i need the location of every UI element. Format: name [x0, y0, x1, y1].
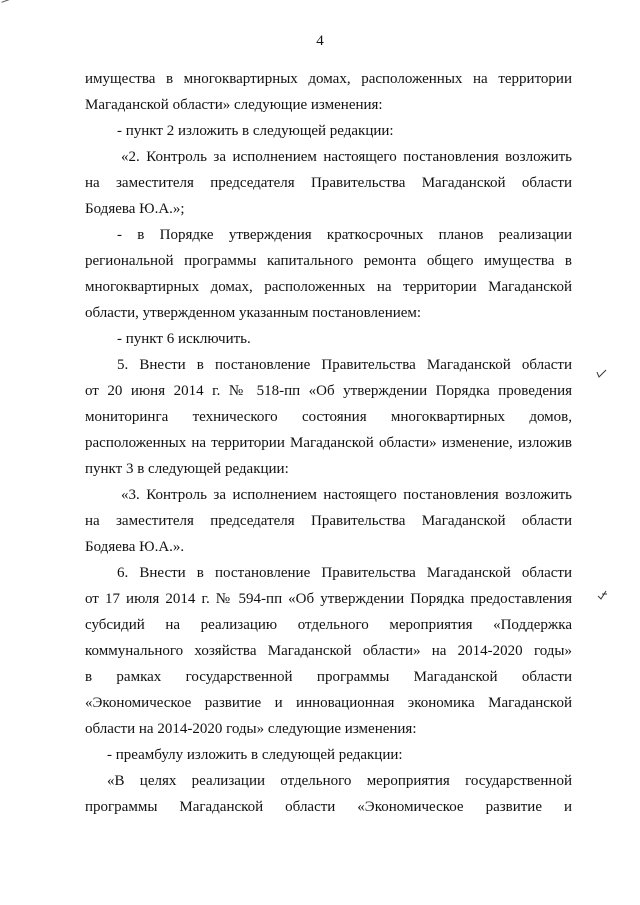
text-line: от 17 июля 2014 г. № 594-пп «Об утверждении Порядка предоставления [85, 591, 572, 607]
text-line: региональной программы капитального ремонта общего имущества в [85, 253, 572, 269]
text-line: «2. Контроль за исполнением настоящего постановления возложить [121, 149, 572, 165]
text-line: в рамках государственной программы Магаданской области [85, 669, 572, 685]
text-line: 5. Внести в постановление Правительства Магаданской области [117, 357, 572, 373]
scan-corner-mark [1, 0, 12, 7]
margin-checkmark-1 [595, 366, 609, 380]
text-line: - пункт 6 исключить. [117, 331, 251, 347]
margin-checkmark-2 [596, 588, 610, 602]
text-line: от 20 июня 2014 г. № 518-пп «Об утверждении Порядка проведения [85, 383, 572, 399]
text-line: расположенных на территории Магаданской области» изменение, изложив [85, 435, 572, 451]
page-number: 4 [316, 33, 324, 49]
text-line: многоквартирных домах, расположенных на территории Магаданской [85, 279, 572, 295]
text-line: коммунального хозяйства Магаданской области» на 2014-2020 годы» [85, 643, 572, 659]
text-line: «Экономическое развитие и инновационная экономика Магаданской [85, 695, 572, 711]
text-line: - в Порядке утверждения краткосрочных планов реализации [117, 227, 572, 243]
text-line: 6. Внести в постановление Правительства Магаданской области [117, 565, 572, 581]
text-line: на заместителя председателя Правительства Магаданской области [85, 513, 572, 529]
document-body [85, 66, 572, 820]
text-line: субсидий на реализацию отдельного мероприятия «Поддержка [85, 617, 572, 633]
text-line: Магаданской области» следующие изменения: [85, 97, 383, 113]
text-line: - преамбулу изложить в следующей редакции: [107, 747, 403, 763]
text-line: - пункт 2 изложить в следующей редакции: [117, 123, 394, 139]
text-line: «В целях реализации отдельного мероприятия государственной [107, 773, 572, 789]
text-line: пункт 3 в следующей редакции: [85, 461, 289, 477]
text-line: «3. Контроль за исполнением настоящего постановления возложить [121, 487, 572, 503]
text-line: области на 2014-2020 годы» следующие изменения: [85, 721, 417, 737]
text-line: мониторинга технического состояния многоквартирных домов, [85, 409, 572, 425]
text-line: области, утвержденном указанным постановлением: [85, 305, 422, 321]
text-line: программы Магаданской области «Экономическое развитие и [85, 799, 572, 815]
text-line: имущества в многоквартирных домах, расположенных на территории [85, 71, 572, 87]
text-line: на заместителя председателя Правительства Магаданской области [85, 175, 572, 191]
text-line: Бодяева Ю.А.»; [85, 201, 185, 217]
text-line: Бодяева Ю.А.». [85, 539, 185, 555]
